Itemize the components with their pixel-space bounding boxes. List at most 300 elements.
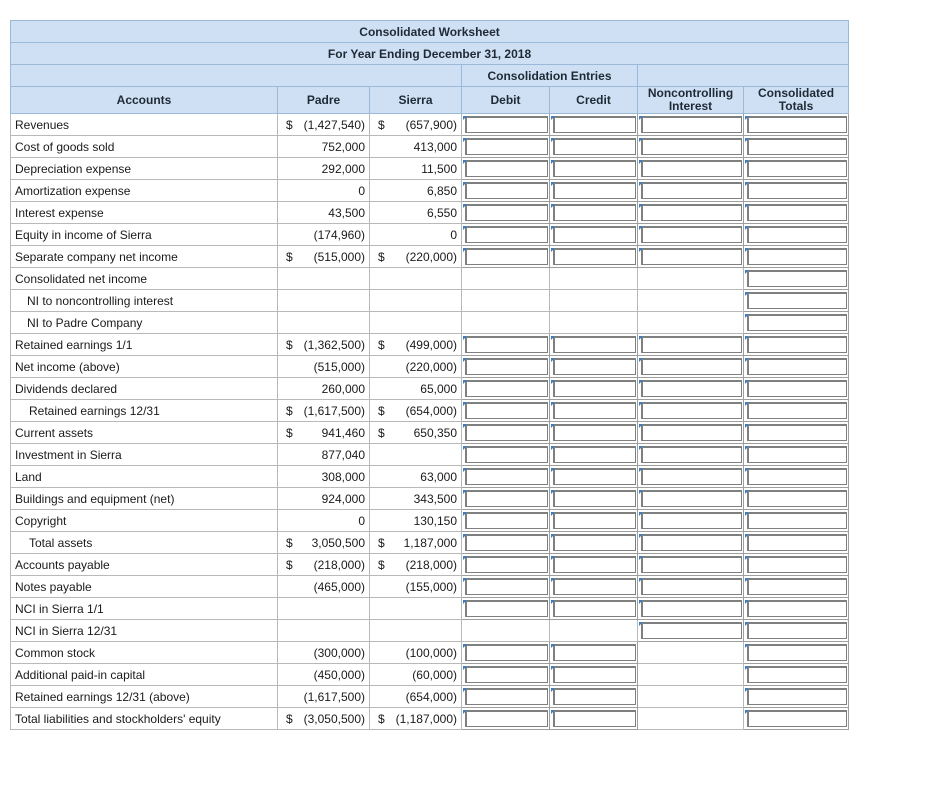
nci-input[interactable]	[641, 204, 742, 221]
sierra-amount-cell	[370, 554, 462, 576]
cell-marker-icon	[745, 490, 749, 494]
debit-input-cell	[462, 598, 550, 620]
cell-marker-icon	[639, 512, 643, 516]
cell-marker-icon	[463, 556, 467, 560]
totals-input[interactable]	[747, 556, 847, 573]
totals-input[interactable]	[747, 138, 847, 155]
cell-marker-icon	[745, 402, 749, 406]
padre-amount-cell	[278, 620, 370, 642]
totals-input[interactable]	[747, 358, 847, 375]
nci-input[interactable]	[641, 226, 742, 243]
credit-input[interactable]	[553, 402, 636, 419]
account-name: NI to Padre Company	[11, 312, 278, 334]
cell-marker-icon	[551, 534, 555, 538]
title-row	[11, 21, 849, 43]
totals-input-cell	[744, 180, 849, 202]
credit-input-cell	[550, 114, 638, 136]
sierra-currency-symbol: $	[378, 249, 385, 264]
padre-amount: 260,000	[321, 381, 365, 396]
account-name: Separate company net income	[11, 246, 278, 268]
credit-input-cell	[550, 444, 638, 466]
credit-input[interactable]	[553, 512, 636, 529]
cell-marker-icon	[551, 600, 555, 604]
cell-marker-icon	[745, 380, 749, 384]
account-name: Depreciation expense	[11, 158, 278, 180]
credit-input-cell	[550, 708, 638, 730]
padre-amount: 924,000	[321, 491, 365, 506]
debit-input-cell	[462, 202, 550, 224]
nci-input[interactable]	[641, 534, 742, 551]
cell-marker-icon	[745, 248, 749, 252]
nci-input[interactable]	[641, 512, 742, 529]
worksheet-row	[11, 466, 849, 488]
cell-marker-icon	[745, 644, 749, 648]
cell-marker-icon	[639, 358, 643, 362]
credit-input[interactable]	[553, 688, 636, 705]
account-name: Notes payable	[11, 576, 278, 598]
debit-input-cell	[462, 554, 550, 576]
padre-amount-cell	[278, 686, 370, 708]
padre-amount: (515,000)	[313, 249, 365, 264]
credit-blank-cell	[550, 620, 638, 642]
cell-marker-icon	[463, 446, 467, 450]
cell-marker-icon	[463, 534, 467, 538]
debit-input-cell	[462, 444, 550, 466]
cell-marker-icon	[639, 490, 643, 494]
totals-input[interactable]	[747, 490, 847, 507]
sierra-amount-cell	[370, 532, 462, 554]
padre-amount: (3,050,500)	[303, 711, 365, 726]
totals-input[interactable]	[747, 292, 847, 309]
cell-marker-icon	[463, 138, 467, 142]
padre-currency-symbol: $	[286, 711, 293, 726]
worksheet-row	[11, 378, 849, 400]
debit-blank-cell	[462, 268, 550, 290]
cell-marker-icon	[463, 666, 467, 670]
sierra-amount: 343,500	[413, 491, 457, 506]
credit-input[interactable]	[553, 204, 636, 221]
padre-amount: (174,960)	[313, 227, 365, 242]
credit-input[interactable]	[553, 446, 636, 463]
padre-amount-cell	[278, 334, 370, 356]
padre-amount: (1,617,500)	[303, 689, 365, 704]
credit-blank-cell	[550, 268, 638, 290]
totals-input[interactable]	[747, 622, 847, 639]
credit-input-cell	[550, 422, 638, 444]
cell-marker-icon	[639, 182, 643, 186]
padre-currency-symbol: $	[286, 249, 293, 264]
account-name: NCI in Sierra 12/31	[11, 620, 278, 642]
worksheet-row	[11, 312, 849, 334]
sierra-amount-cell	[370, 224, 462, 246]
credit-input[interactable]	[553, 424, 636, 441]
nci-input[interactable]	[641, 116, 742, 133]
padre-amount-cell	[278, 246, 370, 268]
sierra-amount-cell	[370, 488, 462, 510]
credit-input-cell	[550, 158, 638, 180]
consolidation-entries-header: Consolidation Entries	[462, 65, 638, 87]
cell-marker-icon	[463, 490, 467, 494]
debit-input[interactable]	[465, 556, 548, 573]
sierra-amount: 6,850	[426, 183, 457, 198]
credit-input[interactable]	[553, 710, 636, 727]
debit-input[interactable]	[465, 446, 548, 463]
credit-input-cell	[550, 466, 638, 488]
totals-input[interactable]	[747, 666, 847, 683]
debit-blank-cell	[462, 312, 550, 334]
nci-input[interactable]	[641, 336, 742, 353]
cell-marker-icon	[463, 160, 467, 164]
totals-input[interactable]	[747, 644, 847, 661]
nci-input[interactable]	[641, 468, 742, 485]
nci-input[interactable]	[641, 578, 742, 595]
credit-input[interactable]	[553, 534, 636, 551]
totals-input-cell	[744, 356, 849, 378]
worksheet-row	[11, 620, 849, 642]
totals-input-cell	[744, 202, 849, 224]
sierra-amount-cell	[370, 620, 462, 642]
totals-input-cell	[744, 642, 849, 664]
account-name: Revenues	[11, 114, 278, 136]
padre-amount-cell	[278, 224, 370, 246]
totals-input[interactable]	[747, 446, 847, 463]
debit-input[interactable]	[465, 402, 548, 419]
credit-input-cell	[550, 136, 638, 158]
credit-input-cell	[550, 246, 638, 268]
sierra-amount-cell	[370, 686, 462, 708]
sierra-amount-cell	[370, 290, 462, 312]
debit-input[interactable]	[465, 248, 548, 265]
debit-input[interactable]	[465, 600, 548, 617]
cell-marker-icon	[463, 358, 467, 362]
sierra-amount-cell	[370, 158, 462, 180]
padre-amount-cell	[278, 290, 370, 312]
worksheet-row	[11, 598, 849, 620]
cell-marker-icon	[639, 380, 643, 384]
debit-input[interactable]	[465, 578, 548, 595]
cell-marker-icon	[551, 578, 555, 582]
debit-input[interactable]	[465, 226, 548, 243]
debit-input-cell	[462, 466, 550, 488]
col-sierra: Sierra	[370, 87, 462, 114]
account-name: Total assets	[11, 532, 278, 554]
cell-marker-icon	[745, 314, 749, 318]
nci-blank-cell	[638, 686, 744, 708]
nci-input[interactable]	[641, 248, 742, 265]
padre-currency-symbol: $	[286, 557, 293, 572]
padre-amount-cell	[278, 356, 370, 378]
totals-input-cell	[744, 224, 849, 246]
nci-input-cell	[638, 576, 744, 598]
debit-input[interactable]	[465, 688, 548, 705]
nci-input[interactable]	[641, 182, 742, 199]
padre-amount: (1,362,500)	[303, 337, 365, 352]
cell-marker-icon	[463, 468, 467, 472]
cell-marker-icon	[639, 402, 643, 406]
totals-input-cell	[744, 664, 849, 686]
account-name: Cost of goods sold	[11, 136, 278, 158]
debit-input[interactable]	[465, 336, 548, 353]
nci-input-cell	[638, 532, 744, 554]
sierra-amount: (220,000)	[405, 359, 457, 374]
credit-input-cell	[550, 202, 638, 224]
debit-input[interactable]	[465, 204, 548, 221]
nci-input[interactable]	[641, 358, 742, 375]
account-name: Dividends declared	[11, 378, 278, 400]
sierra-amount-cell	[370, 114, 462, 136]
credit-blank-cell	[550, 290, 638, 312]
debit-input[interactable]	[465, 512, 548, 529]
worksheet-row	[11, 224, 849, 246]
credit-input[interactable]	[553, 468, 636, 485]
totals-input[interactable]	[747, 512, 847, 529]
col-noncontrolling-interest	[638, 87, 744, 114]
totals-input[interactable]	[747, 402, 847, 419]
credit-input[interactable]	[553, 160, 636, 177]
padre-amount: 941,460	[321, 425, 365, 440]
cell-marker-icon	[745, 600, 749, 604]
nci-input[interactable]	[641, 424, 742, 441]
cell-marker-icon	[463, 512, 467, 516]
debit-input[interactable]	[465, 424, 548, 441]
totals-input[interactable]	[747, 226, 847, 243]
totals-input[interactable]	[747, 116, 847, 133]
cell-marker-icon	[463, 424, 467, 428]
credit-input[interactable]	[553, 666, 636, 683]
sierra-amount: (654,000)	[405, 689, 457, 704]
sierra-amount-cell	[370, 708, 462, 730]
worksheet-row	[11, 642, 849, 664]
padre-amount: 0	[358, 513, 365, 528]
debit-input-cell	[462, 224, 550, 246]
credit-input-cell	[550, 664, 638, 686]
sierra-amount-cell	[370, 246, 462, 268]
credit-input[interactable]	[553, 578, 636, 595]
cell-marker-icon	[639, 248, 643, 252]
nci-input-cell	[638, 378, 744, 400]
credit-input[interactable]	[553, 138, 636, 155]
cell-marker-icon	[463, 204, 467, 208]
padre-amount-cell	[278, 268, 370, 290]
nci-input[interactable]	[641, 490, 742, 507]
sierra-amount: 650,350	[413, 425, 457, 440]
nci-input-cell	[638, 422, 744, 444]
sierra-currency-symbol: $	[378, 535, 385, 550]
padre-amount: 0	[358, 183, 365, 198]
cell-marker-icon	[551, 358, 555, 362]
sierra-amount: 65,000	[420, 381, 457, 396]
totals-input[interactable]	[747, 468, 847, 485]
credit-input[interactable]	[553, 116, 636, 133]
debit-input-cell	[462, 422, 550, 444]
cell-marker-icon	[745, 666, 749, 670]
sierra-amount-cell	[370, 202, 462, 224]
cell-marker-icon	[463, 116, 467, 120]
sierra-amount: 11,500	[421, 161, 457, 176]
padre-amount: 752,000	[321, 139, 365, 154]
cell-marker-icon	[639, 160, 643, 164]
padre-amount-cell	[278, 510, 370, 532]
account-name: Investment in Sierra	[11, 444, 278, 466]
account-name: Consolidated net income	[11, 268, 278, 290]
debit-input[interactable]	[465, 490, 548, 507]
sierra-amount-cell	[370, 180, 462, 202]
credit-input[interactable]	[553, 600, 636, 617]
cell-marker-icon	[463, 600, 467, 604]
cell-marker-icon	[745, 226, 749, 230]
padre-amount-cell	[278, 180, 370, 202]
totals-input[interactable]	[747, 314, 847, 331]
totals-input-cell	[744, 576, 849, 598]
totals-input-cell	[744, 312, 849, 334]
totals-input[interactable]	[747, 160, 847, 177]
debit-input[interactable]	[465, 116, 548, 133]
worksheet-row	[11, 158, 849, 180]
worksheet-row	[11, 576, 849, 598]
group-header-spacer-right	[638, 65, 849, 87]
padre-amount-cell	[278, 466, 370, 488]
debit-input[interactable]	[465, 710, 548, 727]
sierra-amount: (654,000)	[405, 403, 457, 418]
debit-input-cell	[462, 686, 550, 708]
debit-input[interactable]	[465, 468, 548, 485]
totals-input[interactable]	[747, 336, 847, 353]
debit-input[interactable]	[465, 380, 548, 397]
nci-input[interactable]	[641, 446, 742, 463]
cell-marker-icon	[551, 644, 555, 648]
debit-input-cell	[462, 400, 550, 422]
cell-marker-icon	[639, 556, 643, 560]
sierra-amount-cell	[370, 136, 462, 158]
nci-input-cell	[638, 620, 744, 642]
cell-marker-icon	[745, 688, 749, 692]
col-debit: Debit	[462, 87, 550, 114]
cell-marker-icon	[463, 402, 467, 406]
credit-input-cell	[550, 686, 638, 708]
account-name: NCI in Sierra 1/1	[11, 598, 278, 620]
debit-input[interactable]	[465, 138, 548, 155]
debit-input-cell	[462, 246, 550, 268]
padre-amount-cell	[278, 136, 370, 158]
nci-input[interactable]	[641, 160, 742, 177]
totals-input-cell	[744, 422, 849, 444]
totals-input[interactable]	[747, 380, 847, 397]
sierra-amount: (220,000)	[405, 249, 457, 264]
account-name: Total liabilities and stockholders' equity	[11, 708, 278, 730]
sierra-currency-symbol: $	[378, 337, 385, 352]
cell-marker-icon	[745, 292, 749, 296]
cell-marker-icon	[551, 424, 555, 428]
account-name: Common stock	[11, 642, 278, 664]
credit-input[interactable]	[553, 380, 636, 397]
debit-input[interactable]	[465, 160, 548, 177]
debit-input-cell	[462, 114, 550, 136]
totals-input[interactable]	[747, 424, 847, 441]
totals-input[interactable]	[747, 248, 847, 265]
nci-input[interactable]	[641, 380, 742, 397]
cell-marker-icon	[551, 402, 555, 406]
sierra-amount: 63,000	[420, 469, 457, 484]
nci-input[interactable]	[641, 622, 742, 639]
debit-input-cell	[462, 642, 550, 664]
credit-input[interactable]	[553, 226, 636, 243]
nci-blank-cell	[638, 642, 744, 664]
nci-input[interactable]	[641, 556, 742, 573]
sierra-amount-cell	[370, 444, 462, 466]
totals-input[interactable]	[747, 204, 847, 221]
debit-input[interactable]	[465, 358, 548, 375]
worksheet-row	[11, 554, 849, 576]
cell-marker-icon	[463, 182, 467, 186]
worksheet-row	[11, 664, 849, 686]
sierra-currency-symbol: $	[378, 403, 385, 418]
cell-marker-icon	[745, 204, 749, 208]
cell-marker-icon	[639, 336, 643, 340]
totals-input[interactable]	[747, 270, 847, 287]
worksheet-row	[11, 510, 849, 532]
totals-input[interactable]	[747, 534, 847, 551]
credit-input[interactable]	[553, 358, 636, 375]
cell-marker-icon	[639, 424, 643, 428]
debit-input-cell	[462, 488, 550, 510]
totals-input[interactable]	[747, 578, 847, 595]
sierra-amount-cell	[370, 576, 462, 598]
credit-input[interactable]	[553, 644, 636, 661]
padre-amount-cell	[278, 708, 370, 730]
worksheet-row	[11, 686, 849, 708]
debit-input[interactable]	[465, 644, 548, 661]
nci-input[interactable]	[641, 138, 742, 155]
padre-amount: (515,000)	[313, 359, 365, 374]
credit-input[interactable]	[553, 336, 636, 353]
cell-marker-icon	[745, 358, 749, 362]
nci-input[interactable]	[641, 402, 742, 419]
totals-input[interactable]	[747, 710, 847, 727]
nci-input-cell	[638, 356, 744, 378]
account-name: NI to noncontrolling interest	[11, 290, 278, 312]
totals-input[interactable]	[747, 688, 847, 705]
sierra-amount: (60,000)	[412, 667, 457, 682]
nci-blank-cell	[638, 268, 744, 290]
totals-input-cell	[744, 466, 849, 488]
debit-input-cell	[462, 334, 550, 356]
account-name: Land	[11, 466, 278, 488]
credit-input[interactable]	[553, 248, 636, 265]
worksheet-title: Consolidated Worksheet	[11, 21, 849, 43]
col-nci-line1: Noncontrolling	[647, 86, 734, 100]
subtitle-row	[11, 43, 849, 65]
credit-input[interactable]	[553, 556, 636, 573]
nci-input[interactable]	[641, 600, 742, 617]
cell-marker-icon	[639, 468, 643, 472]
nci-blank-cell	[638, 664, 744, 686]
credit-input[interactable]	[553, 182, 636, 199]
totals-input[interactable]	[747, 600, 847, 617]
debit-input[interactable]	[465, 666, 548, 683]
padre-amount: (1,617,500)	[303, 403, 365, 418]
debit-input[interactable]	[465, 534, 548, 551]
cell-marker-icon	[463, 248, 467, 252]
cell-marker-icon	[551, 556, 555, 560]
totals-input[interactable]	[747, 182, 847, 199]
credit-input[interactable]	[553, 490, 636, 507]
cell-marker-icon	[639, 578, 643, 582]
cell-marker-icon	[745, 512, 749, 516]
debit-input[interactable]	[465, 182, 548, 199]
totals-input-cell	[744, 334, 849, 356]
sierra-amount: (1,187,000)	[395, 711, 457, 726]
sierra-currency-symbol: $	[378, 711, 385, 726]
